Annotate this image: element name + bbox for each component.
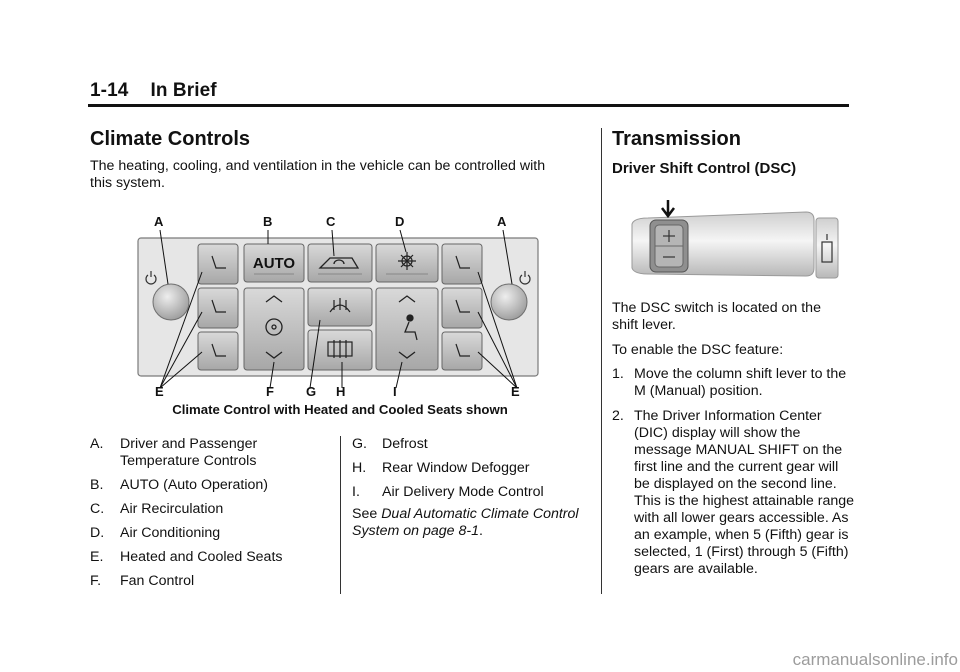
callout-c: C <box>326 214 336 229</box>
dsc-steps <box>612 366 856 578</box>
page-column-divider <box>601 128 602 594</box>
list-item: E. Heated and Cooled Seats <box>90 549 283 565</box>
seat-button-right-1 <box>442 244 482 284</box>
dsc-paragraph-2: To enable the DSC feature: <box>612 342 784 358</box>
see-reference: See Dual Automatic Climate Control System on page 8-1. <box>352 506 579 539</box>
seat-button-left-1 <box>198 244 238 284</box>
callout-f: F <box>266 384 274 399</box>
list-item: B. AUTO (Auto Operation) <box>90 477 268 493</box>
callout-i: I <box>393 384 397 399</box>
list-item: 1. Move the column shift lever to the M (Manual) position. <box>612 366 847 399</box>
callout-b: B <box>263 214 273 229</box>
list-item: I. Air Delivery Mode Control <box>352 484 544 500</box>
passenger-temp-knob <box>491 284 527 320</box>
climate-control-figure <box>120 212 560 412</box>
callout-d: D <box>395 214 405 229</box>
shift-lever-figure <box>628 198 848 288</box>
watermark: carmanualsonline.info <box>792 650 958 669</box>
seat-button-left-3 <box>198 332 238 370</box>
list-item: H. Rear Window Defogger <box>352 460 530 476</box>
header-rule <box>88 104 849 107</box>
seat-button-right-3 <box>442 332 482 370</box>
dsc-paragraph-1: The DSC switch is located on the shift lever. <box>612 300 821 333</box>
legend-list-2 <box>352 436 592 501</box>
column-divider <box>340 436 341 594</box>
list-item: 2. The Driver Information Center (DIC) display will show the message MANUAL SHIFT on the first line and the current gear will be displayed on the second line. This is the highest attainable range with all lower gears accessible. As an example, when 5 (Fifth) gear is selected, 1 (First) through 5 (Fifth) gears are available. <box>612 408 855 577</box>
shift-lever-illustration <box>628 198 848 288</box>
callout-a-right: A <box>497 214 507 229</box>
driver-temp-knob <box>153 284 189 320</box>
arrow-down-icon <box>662 200 674 216</box>
list-item: D. Air Conditioning <box>90 525 221 541</box>
recirculation-button <box>308 244 372 282</box>
climate-control-illustration <box>120 212 560 412</box>
see-reference-link[interactable]: Dual Automatic Climate Control System on page 8-1 <box>352 506 579 539</box>
seat-button-right-2 <box>442 288 482 328</box>
list-item: C. Air Recirculation <box>90 501 224 517</box>
list-item: A. Driver and Passenger Temperature Controls <box>90 436 258 469</box>
callout-e-right: E <box>511 384 520 399</box>
figure-caption: Climate Control with Heated and Cooled Seats shown <box>172 402 508 417</box>
dsc-subtitle: Driver Shift Control (DSC) <box>612 160 797 177</box>
page-header <box>90 80 217 102</box>
page-number: 1-14 <box>90 80 129 101</box>
list-item: F. Fan Control <box>90 573 195 589</box>
seat-button-left-2 <box>198 288 238 328</box>
transmission-title: Transmission <box>612 128 741 150</box>
callout-e-left: E <box>155 384 164 399</box>
section-title: In Brief <box>150 80 217 101</box>
climate-intro: The heating, cooling, and ventilation in the vehicle can be controlled with this system. <box>90 158 546 191</box>
legend-list-1 <box>90 436 330 590</box>
callout-a-left: A <box>154 214 164 229</box>
lever-tip <box>816 218 838 278</box>
auto-label: AUTO <box>252 255 296 272</box>
list-item: G. Defrost <box>352 436 428 452</box>
callout-g: G <box>306 384 317 399</box>
climate-controls-title: Climate Controls <box>90 128 251 150</box>
callout-h: H <box>336 384 346 399</box>
